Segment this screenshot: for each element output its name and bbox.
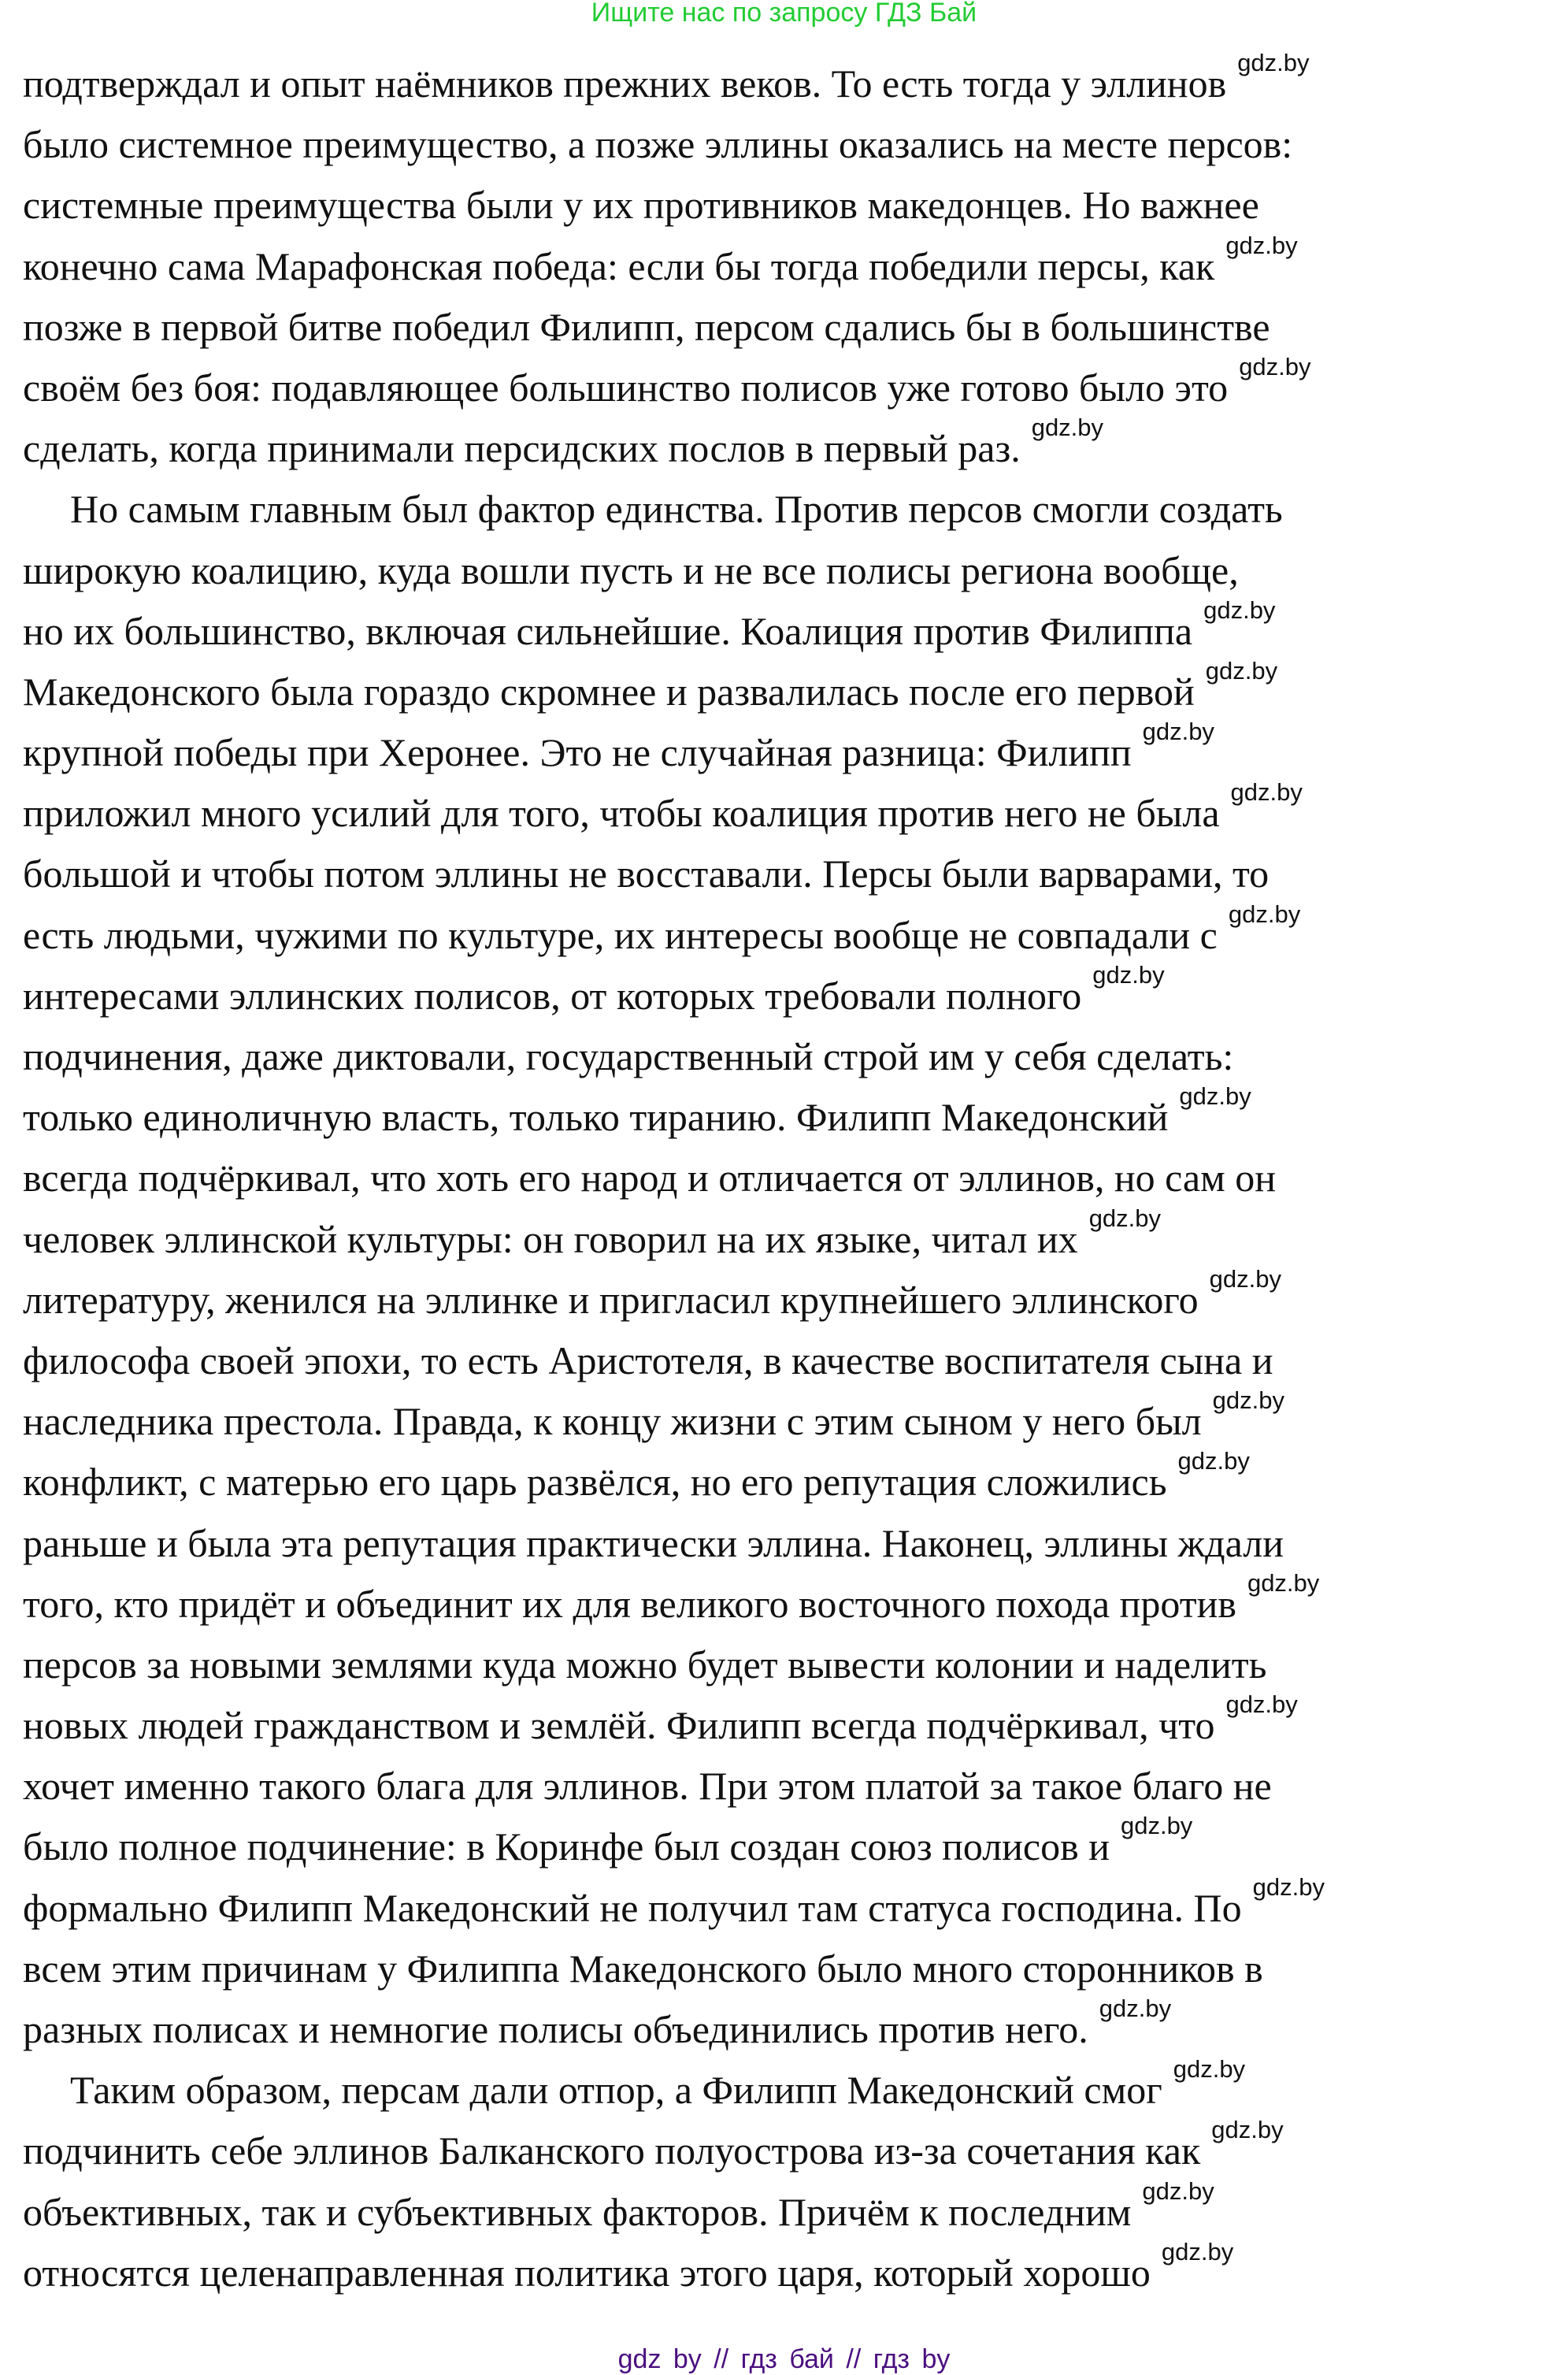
- watermark-label: gdz.by: [1247, 1568, 1320, 1597]
- footer-watermark: gdz by // гдз бай // гдз by: [617, 2344, 951, 2374]
- watermark-label: gdz.by: [1252, 1872, 1325, 1901]
- watermark-label: gdz.by: [1211, 2116, 1284, 2144]
- search-hint-banner: Ищите нас по запросу ГДЗ Бай: [591, 0, 977, 28]
- text-line: [23, 1995, 1566, 2060]
- text-line-content: но их большинство, включая сильнейшие. Коалиция против Филиппа: [23, 608, 1193, 653]
- watermark-label: gdz.by: [1239, 352, 1311, 380]
- text-line: [23, 778, 1566, 844]
- text-line: [23, 479, 1566, 540]
- text-line-content: позже в первой битве победил Филипп, персом сдались бы в большинстве: [23, 304, 1270, 349]
- watermark-label: gdz.by: [1161, 2237, 1234, 2266]
- watermark-label: gdz.by: [1120, 1812, 1193, 1840]
- text-line: [23, 1568, 1566, 1635]
- text-line: [23, 596, 1566, 662]
- watermark-label: gdz.by: [1099, 1995, 1172, 2022]
- text-line: [23, 718, 1566, 783]
- text-line-content: интересами эллинских полисов, от которых требовали полного: [23, 973, 1082, 1018]
- document-text: [23, 49, 1566, 2303]
- text-line: [23, 1026, 1566, 1087]
- text-line: [23, 1939, 1566, 1999]
- text-line: [23, 1148, 1566, 1208]
- watermark-label: gdz.by: [1179, 1082, 1251, 1111]
- text-line-content: подчинить себе эллинов Балканского полуострова из-за сочетания как: [23, 2128, 1201, 2173]
- watermark-label: gdz.by: [1173, 2055, 1246, 2084]
- text-line-content: человек эллинской культуры: он говорил на их языке, читал их: [23, 1216, 1078, 1261]
- text-line-content: Но самым главным был фактор единства. Против персов смогли создать: [70, 487, 1283, 532]
- text-line: [23, 1513, 1566, 1574]
- text-line: [23, 1204, 1566, 1270]
- watermark-label: gdz.by: [1225, 231, 1298, 259]
- text-line: [23, 1872, 1566, 1939]
- text-line-content: того, кто придёт и объединит их для великого восточного похода против: [23, 1581, 1236, 1626]
- watermark-label: gdz.by: [1203, 596, 1276, 624]
- watermark-label: gdz.by: [1225, 1690, 1298, 1719]
- watermark-label: gdz.by: [1142, 718, 1214, 746]
- text-line-content: литературу, женился на эллинке и пригласил крупнейшего эллинского: [23, 1277, 1199, 1322]
- text-line-content: большой и чтобы потом эллины не восставали. Персы были варварами, то: [23, 852, 1270, 896]
- text-line: [23, 960, 1566, 1026]
- text-line: [23, 900, 1566, 966]
- watermark-label: gdz.by: [1092, 960, 1165, 989]
- text-line-content: разных полисах и немногие полисы объединились против него.: [23, 2007, 1088, 2051]
- text-line-content: конечно сама Марафонская победа: если бы тогда победили персы, как: [23, 243, 1215, 288]
- text-line: [23, 297, 1566, 358]
- text-line: [23, 1264, 1566, 1330]
- text-line: [23, 1082, 1566, 1148]
- watermark-label: gdz.by: [1228, 900, 1301, 928]
- text-line-content: философа своей эпохи, то есть Аристотеля, в качестве воспитателя сына и: [23, 1338, 1273, 1382]
- watermark-label: gdz.by: [1177, 1447, 1250, 1475]
- text-line: [23, 49, 1566, 114]
- text-line: [23, 2055, 1566, 2121]
- text-line-content: объективных, так и субъективных факторов. Причём к последним: [23, 2189, 1132, 2234]
- watermark-label: gdz.by: [1205, 656, 1278, 685]
- text-line-content: было системное преимущество, а позже эллины оказались на месте персов:: [23, 122, 1293, 167]
- text-line-content: своём без боя: подавляющее большинство полисов уже готово было это: [23, 365, 1229, 410]
- text-line-content: широкую коалицию, куда вошли пусть и не все полисы региона вообще,: [23, 547, 1239, 592]
- text-line-content: всем этим причинам у Филиппа Македонского было много сторонников в: [23, 1946, 1263, 1991]
- text-line: [23, 2176, 1566, 2243]
- text-line-content: хочет именно такого блага для эллинов. При этом платой за такое благо не: [23, 1764, 1272, 1809]
- text-line-content: конфликт, с матерью его царь развёлся, но его репутация сложились: [23, 1460, 1167, 1505]
- text-line: [23, 1330, 1566, 1391]
- text-line: [23, 1690, 1566, 1756]
- text-line-content: персов за новыми землями куда можно будет вывести колонии и наделить: [23, 1642, 1267, 1687]
- text-line: [23, 1386, 1566, 1452]
- watermark-label: gdz.by: [1212, 1386, 1284, 1415]
- text-line: [23, 114, 1566, 175]
- text-line-content: раньше и была эта репутация практически эллина. Наконец, эллины ждали: [23, 1520, 1284, 1565]
- text-line: [23, 2237, 1566, 2303]
- text-line-content: новых людей гражданством и землёй. Филипп всегда подчёркивал, что: [23, 1703, 1215, 1748]
- text-line: [23, 414, 1566, 479]
- watermark-label: gdz.by: [1237, 49, 1310, 76]
- text-line-content: относятся целенаправленная политика этого царя, который хорошо: [23, 2250, 1151, 2295]
- text-line: [23, 231, 1566, 297]
- text-line-content: сделать, когда принимали персидских послов в первый раз.: [23, 426, 1021, 471]
- text-line-content: наследника престола. Правда, к концу жизни с этим сыном у него был: [23, 1399, 1202, 1444]
- watermark-label: gdz.by: [1031, 414, 1104, 442]
- text-line-content: системные преимущества были у их противников македонцев. Но важнее: [23, 183, 1259, 228]
- text-line-content: только единоличную власть, только тиранию. Филипп Македонский: [23, 1095, 1169, 1140]
- text-line: [23, 1812, 1566, 1877]
- watermark-label: gdz.by: [1209, 1264, 1281, 1293]
- text-line: [23, 540, 1566, 601]
- text-line-content: формально Филипп Македонский не получил там статуса господина. По: [23, 1885, 1242, 1930]
- text-line: [23, 1447, 1566, 1512]
- text-line: [23, 656, 1566, 722]
- watermark-label: gdz.by: [1142, 2176, 1214, 2205]
- text-line: [23, 1635, 1566, 1695]
- text-line-content: было полное подчинение: в Коринфе был создан союз полисов и: [23, 1824, 1110, 1869]
- text-line: [23, 2116, 1566, 2181]
- text-line-content: Македонского была гораздо скромнее и развалилась после его первой: [23, 669, 1195, 714]
- watermark-label: gdz.by: [1088, 1204, 1162, 1232]
- text-line-content: подчинения, даже диктовали, государственный строй им у себя сделать:: [23, 1034, 1234, 1078]
- text-line: [23, 844, 1566, 904]
- text-line-content: есть людьми, чужими по культуре, их интересы вообще не совпадали с: [23, 912, 1218, 957]
- text-line: [23, 175, 1566, 236]
- text-line: [23, 1756, 1566, 1817]
- text-line-content: приложил много усилий для того, чтобы коалиция против него не была: [23, 791, 1220, 836]
- text-line-content: Таким образом, персам дали отпор, а Филипп Македонский смог: [70, 2068, 1162, 2113]
- text-line: [23, 352, 1566, 418]
- watermark-label: gdz.by: [1230, 778, 1303, 807]
- text-line-content: подтверждал и опыт наёмников прежних веков. То есть тогда у эллинов: [23, 61, 1227, 106]
- text-line-content: крупной победы при Херонее. Это не случайная разница: Филипп: [23, 730, 1132, 775]
- text-line-content: всегда подчёркивал, что хоть его народ и отличается от эллинов, но сам он: [23, 1156, 1276, 1200]
